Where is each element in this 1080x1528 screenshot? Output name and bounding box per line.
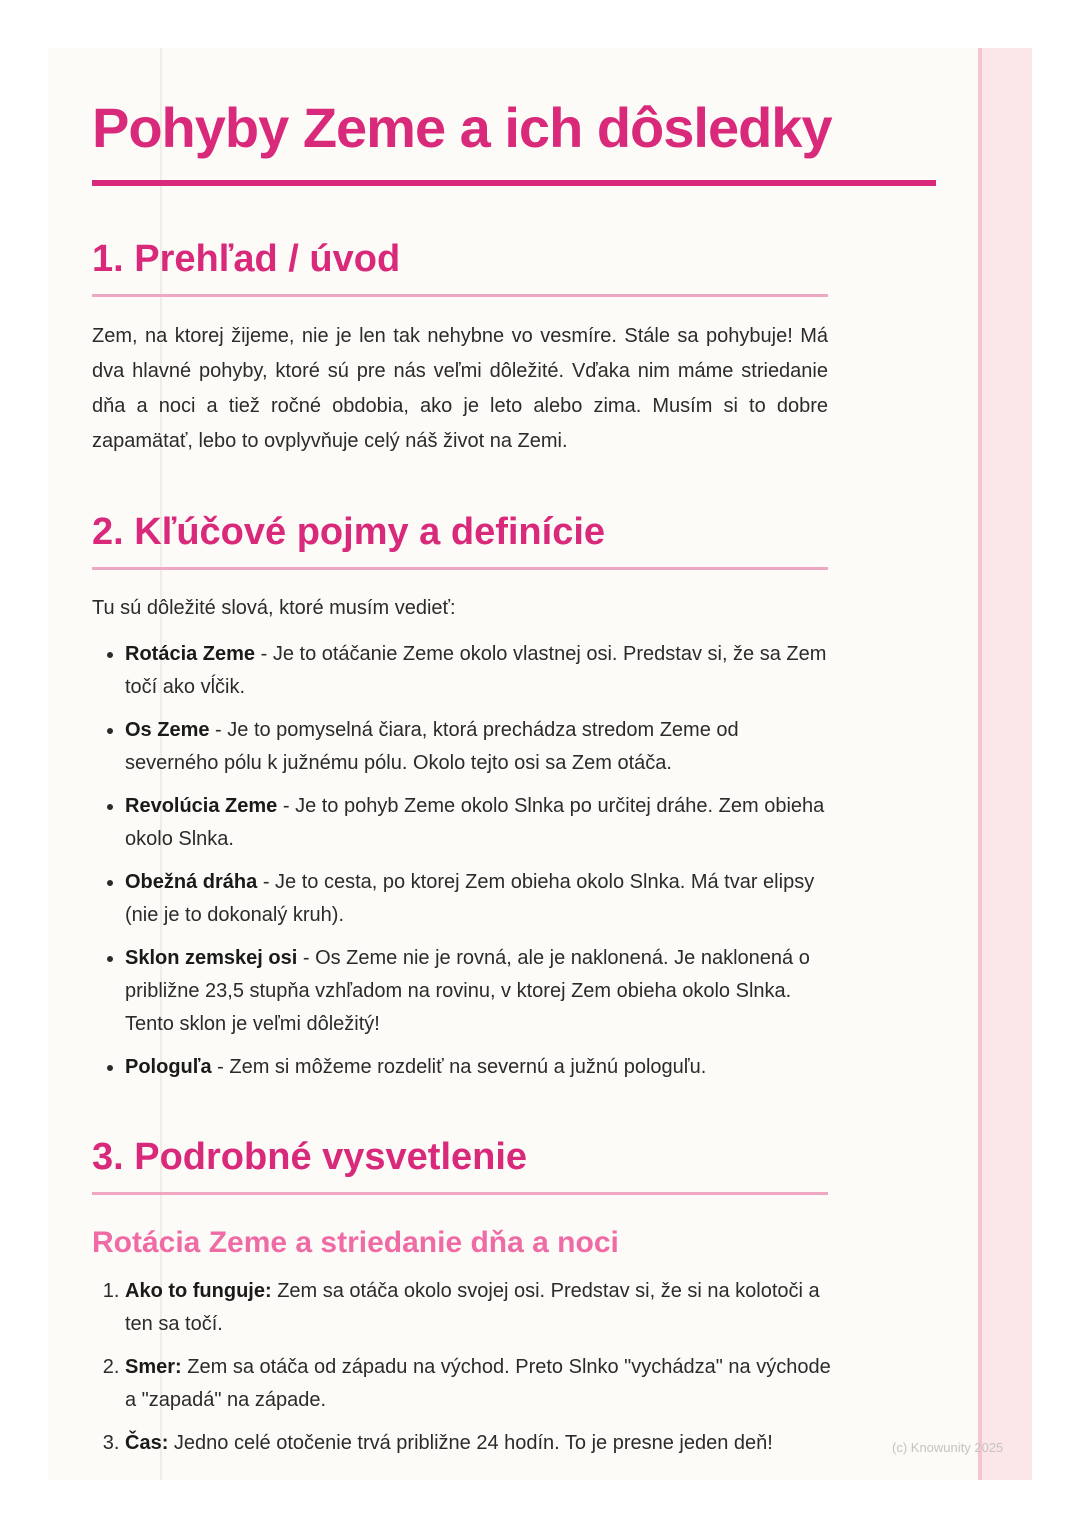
term-definition: - Os Zeme nie je rovná, ale je naklonená. Je naklonená o približne 23,5 stupňa vzhľadom na rovinu, v ktorej Zem obieha okolo Slnka. Tento sklon je veľmi dôležitý! bbox=[125, 947, 810, 1035]
step-item bbox=[125, 1275, 837, 1341]
step-item bbox=[125, 1351, 837, 1417]
section-heading-terms: 2. Kľúčové pojmy a definície bbox=[92, 511, 606, 553]
intro-paragraph: Zem, na ktorej žijeme, nie je len tak nehybne vo vesmíre. Stále sa pohybuje! Má dva hlavné pohyby, ktoré sú pre nás veľmi dôležité. Vďaka nim máme striedanie dňa a noci a tiež ročné obdobia, ako je leto alebo zima. Musím si to dobre zapamätať, lebo to ovplyvňuje celý náš život na Zemi. bbox=[92, 325, 828, 452]
term-name: Obežná dráha bbox=[125, 871, 258, 893]
right-margin-band bbox=[978, 48, 1032, 1480]
term-definition: - Je to cesta, po ktorej Zem obieha okolo Slnka. Má tvar elipsy (nie je to dokonalý kruh). bbox=[125, 871, 815, 926]
document-content bbox=[92, 96, 932, 1470]
section-divider bbox=[92, 294, 828, 297]
step-label: Ako to funguje: bbox=[125, 1280, 272, 1302]
step-text: Jedno celé otočenie trvá približne 24 hodín. To je presne jeden deň! bbox=[168, 1432, 773, 1454]
right-margin-band-edge bbox=[978, 48, 982, 1480]
term-name: Pologuľa bbox=[125, 1056, 212, 1078]
terms-lead: Tu sú dôležité slová, ktoré musím vedieť: bbox=[92, 597, 456, 619]
step-text: Zem sa otáča okolo svojej osi. Predstav si, že si na kolotoči a ten sa točí. bbox=[125, 1280, 820, 1335]
rotation-steps-list bbox=[92, 1275, 837, 1460]
term-definition: - Zem si môžeme rozdeliť na severnú a južnú pologuľu. bbox=[211, 1056, 707, 1078]
term-definition: - Je to pohyb Zeme okolo Slnka po určitej dráhe. Zem obieha okolo Slnka. bbox=[125, 795, 825, 850]
term-definition: - Je to otáčanie Zeme okolo vlastnej osi. Predstav si, že sa Zem točí ako vĺčik. bbox=[125, 643, 827, 698]
section-heading-intro: 1. Prehľad / úvod bbox=[92, 238, 401, 280]
term-name: Sklon zemskej osi bbox=[125, 947, 298, 969]
section-divider bbox=[92, 1192, 828, 1195]
term-item bbox=[125, 790, 837, 856]
step-label: Čas: bbox=[125, 1432, 169, 1454]
title-underline bbox=[92, 180, 936, 186]
term-item bbox=[125, 638, 837, 704]
term-name: Rotácia Zeme bbox=[125, 643, 256, 665]
section-divider bbox=[92, 567, 828, 570]
term-item bbox=[125, 1051, 837, 1084]
term-item bbox=[125, 714, 837, 780]
document-page bbox=[48, 48, 1032, 1480]
step-label: Smer: bbox=[125, 1356, 182, 1378]
term-item bbox=[125, 866, 837, 932]
copyright-footer: (c) Knowunity 2025 bbox=[892, 1440, 1004, 1455]
section-heading-detail: 3. Podrobné vysvetlenie bbox=[92, 1136, 528, 1178]
terms-list bbox=[92, 638, 837, 1084]
step-item bbox=[125, 1427, 837, 1460]
page-title: Pohyby Zeme a ich dôsledky bbox=[92, 96, 832, 159]
term-name: Os Zeme bbox=[125, 719, 210, 741]
subsection-heading-rotation: Rotácia Zeme a striedanie dňa a noci bbox=[92, 1226, 619, 1259]
term-item bbox=[125, 942, 837, 1041]
term-definition: - Je to pomyselná čiara, ktorá prechádza stredom Zeme od severného pólu k južnému pólu. Okolo tejto osi sa Zem otáča. bbox=[125, 719, 739, 774]
term-name: Revolúcia Zeme bbox=[125, 795, 278, 817]
step-text: Zem sa otáča od západu na východ. Preto Slnko "vychádza" na východe a "zapadá" na západe. bbox=[125, 1356, 831, 1411]
